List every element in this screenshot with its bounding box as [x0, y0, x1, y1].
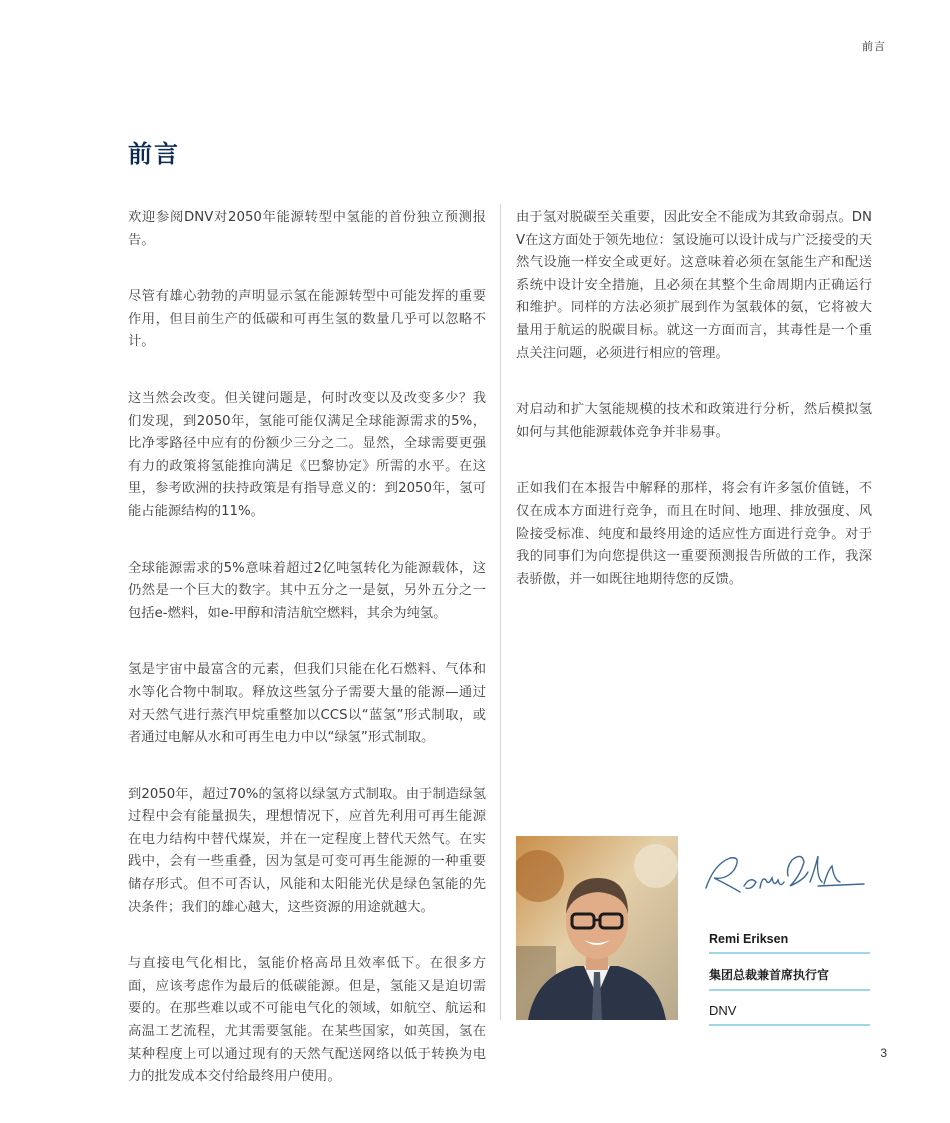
signatory-title: 集团总裁兼首席执行官 [709, 962, 870, 991]
signatory-name: Remi Eriksen [709, 928, 870, 954]
running-header: 前言 [862, 40, 886, 53]
paragraph: 氢是宇宙中最富含的元素，但我们只能在化石燃料、气体和水等化合物中制取。释放这些氢分子需要大量的能源—通过对天然气进行蒸汽甲烷重整加以CCS以“蓝氢”形式制取，或者通过电解从水和可再生电力中以“绿氢”形式制取。 [128, 662, 486, 746]
page-title: 前言 [128, 140, 180, 168]
paragraph: 与直接电气化相比，氢能价格高昂且效率低下。在很多方面，应该考虑作为最后的低碳能源。但是，氢能又是迫切需要的。在那些难以或不可能电气化的领域，如航空、航运和高温工艺流程，尤其需要氢能。在某些国家，如英国，氢在某种程度上可以通过现有的天然气配送网络以低于转换为电力的批发成本交付给最终用户使用。 [128, 956, 486, 1085]
paragraph: 对启动和扩大氢能规模的技术和政策进行分析，然后模拟氢如何与其他能源载体竞争并非易事。 [516, 402, 872, 440]
right-column [516, 207, 872, 625]
signatory-organization: DNV [709, 999, 870, 1026]
paragraph: 到2050年，超过70%的氢将以绿氢方式制取。由于制造绿氢过程中会有能量损失，理想情况下，应首先利用可再生能源在电力结构中替代煤炭，并在一定程度上替代天然气。在实践中，会有一些重叠，因为氢是可变可再生能源的一种重要储存形式。但不可否认，风能和太阳能光伏是绿色氢能的先决条件；我们的雄心越大，这些资源的用途就越大。 [128, 786, 486, 915]
paragraph: 全球能源需求的5%意味着超过2亿吨氢转化为能源载体，这仍然是一个巨大的数字。其中五分之一是氨，另外五分之一包括e-燃料，如e-甲醇和清洁航空燃料，其余为纯氢。 [128, 560, 486, 621]
page-number: 3 [880, 1046, 887, 1060]
column-divider [500, 204, 501, 1020]
paragraph: 由于氢对脱碳至关重要，因此安全不能成为其致命弱点。DNV在这方面处于领先地位：氢设施可以设计成与广泛接受的天然气设施一样安全或更好。这意味着必须在氢能生产和配送系统中设计安全措施，且必须在其整个生命周期内正确运行和维护。同样的方法必须扩展到作为氢载体的氨，它将被大量用于航运的脱碳目标。就这一方面而言，其毒性是一个重点关注问题，必须进行相应的管理。 [516, 210, 872, 361]
signatory-block [709, 928, 870, 1034]
left-column [128, 207, 486, 1123]
paragraph: 这当然会改变。但关键问题是，何时改变以及改变多少？我们发现，到2050年，氢能可能仅满足全球能源需求的5%，比净零路径中应有的份额少三分之二。显然，全球需要更强有力的政策将氢能推向满足《巴黎协定》所需的水平。在这里，参考欧洲的扶持政策是有指导意义的：到2050年，氢可能占能源结构的11%。 [128, 390, 486, 519]
portrait-illustration [516, 836, 678, 1020]
paragraph: 欢迎参阅DNV对2050年能源转型中氢能的首份独立预测报告。 [128, 210, 486, 248]
paragraph: 尽管有雄心勃勃的声明显示氢在能源转型中可能发挥的重要作用，但目前生产的低碳和可再生氢的数量几乎可以忽略不计。 [128, 289, 486, 350]
handwritten-signature [700, 846, 870, 904]
paragraph: 正如我们在本报告中解释的那样，将会有许多氢价值链，不仅在成本方面进行竞争，而且在时间、地理、排放强度、风险接受标准、纯度和最终用途的适应性方面进行竞争。对于我的同事们为向您提供这一重要预测报告所做的工作，我深表骄傲，并一如既往地期待您的反馈。 [516, 481, 872, 587]
ceo-portrait-photo [516, 836, 678, 1020]
